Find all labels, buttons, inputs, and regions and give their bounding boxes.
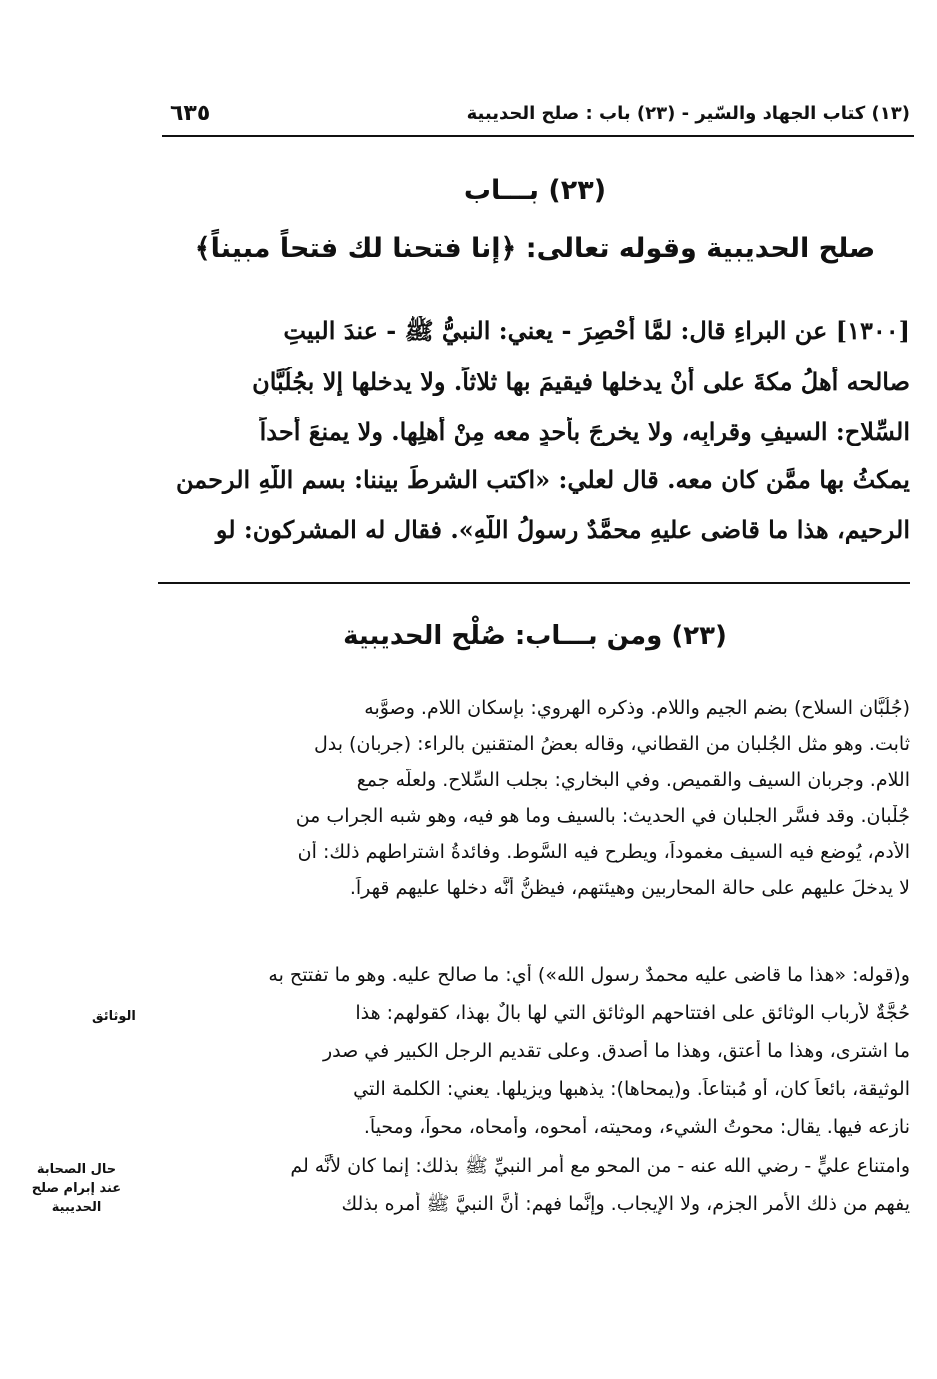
margin-note-line: حال الصحابة <box>36 1162 117 1177</box>
commentary-line: الوثيقة، بائعاً كان، أو مُبتاعاً. و(يمحاها): يذهبها ويزيلها. يعني: الكلمة التي <box>353 1078 910 1100</box>
commentary-line: لا يدخلَ عليهم على حالة المحاربين وهيئتهم، فيظنُّ أنَّه دخلها عليهم قهراً. <box>349 877 910 899</box>
commentary-line: و(قوله: «هذا ما قاضى عليه محمدٌ رسول الله») أي: ما صالح عليه. وهو ما تفتتح به <box>268 964 910 986</box>
commentary-line: وامتناع عليٍّ - رضي الله عنه - من المحو مع أمر النبيِّ ﷺ بذلك: إنما كان لأنَّه لم <box>290 1155 910 1177</box>
margin-note-line: الحديبية <box>51 1200 102 1215</box>
section-divider <box>158 582 910 584</box>
commentary-line: الأدم، يُوضع فيه السيف مغموداً، ويطرح فيه السَّوط. وفائدةُ اشتراطهم ذلك: أن <box>297 841 910 863</box>
header-rule <box>162 135 914 137</box>
hadith-line: [١٣٠٠] عن البراءِ قال: لمَّا أُحْصِرَ - يعني: النبيُّ ﷺ - عندَ البيتِ <box>283 316 910 345</box>
hadith-line: الرحيم، هذا ما قاضى عليهِ محمَّدٌ رسولُ اللّهِ». فقال له المشركون: لو <box>215 515 910 544</box>
commentary-line: جُلْبان. وقد فسَّر الجلبان في الحديث: بالسيف وما هو فيه، وهو شبه الجراب من <box>295 805 910 827</box>
commentary-line: (جُلُبَّان السلاح) بضم الجيم واللام. وذكره الهروي: بإسكان اللام. وصوَّبه <box>364 697 910 719</box>
margin-note-documents: الوثائق <box>92 1009 136 1024</box>
chapter-subtitle: صلح الحديبية وقوله تعالى: ﴿إنا فتحنا لك فتحاً مبيناً﴾ <box>194 233 876 264</box>
chapter-heading: (٢٣) بـــاب <box>463 175 607 206</box>
commentary-line: ثابت. وهو مثل الجُلبان من القطاني، وقاله بعضُ المتقنين بالراء: (جربان) بدل <box>313 733 910 755</box>
hadith-line: صالحه أهلُ مكةَ على أنْ يدخلها فيقيمَ بها ثلاثاً. ولا يدخلها إلا بجُلُبَّانِ <box>252 367 910 396</box>
running-header <box>162 97 914 137</box>
commentary-line: اللام. وجربان السيف والقميص. وفي البخاري: بجلب السِّلاح. ولعلَّه جمع <box>356 769 910 791</box>
hadith-line: يمكثُ بها ممَّن كان معه. قال لعلي: «اكتب الشرطَ بيننا: بسم اللّهِ الرحمن <box>175 465 910 494</box>
commentary-line: يفهم من ذلك الأمر الجزم، ولا الإيجاب. وإنَّما فهم: أنَّ النبيَّ ﷺ أمره بذلك <box>341 1193 910 1215</box>
commentary-line: ما اشترى، وهذا ما أعتق، وهذا ما أصدق. وعلى تقديم الرجل الكبير في صدر <box>322 1040 910 1062</box>
margin-note-line: عند إبرام صلح <box>31 1181 122 1196</box>
page-number: ٦٣٥ <box>170 101 211 126</box>
commentary-heading: (٢٣) ومن بـــاب: صُلْح الحديبية <box>343 621 727 651</box>
commentary-line: نازعه فيها. يقال: محوتُ الشيء، ومحيته، أمحوه، وأمحاه، محواً، ومحياً. <box>363 1116 910 1138</box>
hadith-line: السِّلاحِ: السيفِ وقرابِه، ولا يخرجَ بأحدٍ معه مِنْ أهلِها. ولا يمنعَ أحداً <box>259 417 910 446</box>
running-header-title: (١٣) كتاب الجهاد والسّير - (٢٣) باب : صلح الحديبية <box>466 103 910 124</box>
commentary-line: حُجَّةٌ لأرباب الوثائق على افتتاحهم الوثائق التي لها بالٌ بهذا، كقولهم: هذا <box>355 1002 910 1024</box>
margin-note-companions <box>14 1162 139 1215</box>
